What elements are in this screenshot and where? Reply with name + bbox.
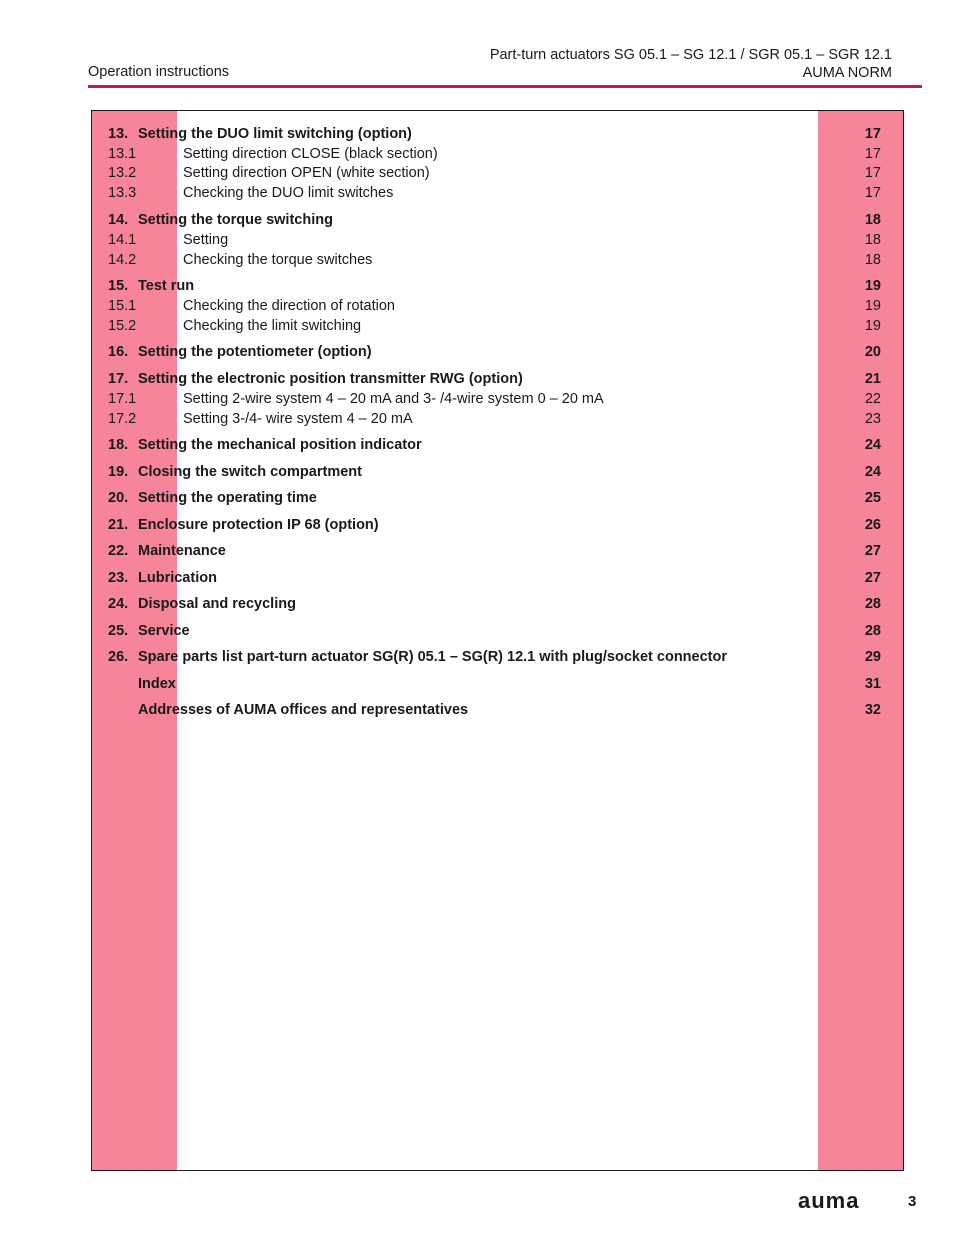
toc-entry-page: 18 — [864, 212, 881, 228]
toc-section-entry[interactable] — [92, 342, 903, 362]
toc-entry-title: Disposal and recycling — [138, 596, 296, 612]
toc-section-entry[interactable] — [92, 621, 903, 641]
toc-entry-title: Setting the operating time — [138, 490, 317, 506]
toc-entry-number: 23. — [108, 570, 129, 586]
page-number: 3 — [908, 1193, 917, 1210]
header-product-series: AUMA NORM — [802, 65, 892, 81]
toc-section-entry[interactable] — [92, 488, 903, 508]
toc-entry-title: Setting the potentiometer (option) — [138, 344, 372, 360]
toc-entry-page: 21 — [864, 371, 881, 387]
toc-entry-title: Index — [138, 676, 176, 692]
toc-entry-page: 17 — [864, 165, 881, 181]
toc-section-entry[interactable] — [92, 700, 903, 720]
toc-entry-title: Setting direction CLOSE (black section) — [183, 146, 438, 162]
toc-entry-page: 28 — [864, 596, 881, 612]
toc-entry-number: 20. — [108, 490, 129, 506]
toc-section-entry[interactable] — [92, 210, 903, 230]
toc-entry-page: 18 — [864, 252, 881, 268]
toc-entry-title: Checking the limit switching — [183, 318, 362, 334]
toc-subsection-entry[interactable] — [92, 183, 903, 203]
toc-entry-page: 28 — [864, 623, 881, 639]
toc-subsection-entry[interactable] — [92, 389, 903, 409]
toc-section-entry[interactable] — [92, 435, 903, 455]
toc-entry-title: Closing the switch compartment — [138, 464, 362, 480]
header-rule — [88, 85, 922, 88]
toc-entry-page: 17 — [864, 126, 881, 142]
toc-entry-title: Setting the mechanical position indicator — [138, 437, 422, 453]
toc-box — [91, 110, 904, 1171]
toc-entry-page: 23 — [864, 411, 881, 427]
toc-entry-title: Setting direction OPEN (white section) — [183, 165, 430, 181]
toc-entry-number: 15.2 — [108, 318, 137, 334]
toc-entry-page: 27 — [864, 543, 881, 559]
toc-entry-number: 15.1 — [108, 298, 137, 314]
toc-section-entry[interactable] — [92, 674, 903, 694]
toc-subsection-entry[interactable] — [92, 316, 903, 336]
toc-entry-number: 25. — [108, 623, 129, 639]
toc-entry-number: 17.2 — [108, 411, 137, 427]
header-product-line: Part-turn actuators SG 05.1 – SG 12.1 / SGR 05.1 – SGR 12.1 — [489, 47, 892, 63]
toc-section-entry[interactable] — [92, 276, 903, 296]
toc-entry-page: 32 — [864, 702, 881, 718]
toc-entry-page: 25 — [864, 490, 881, 506]
toc-entry-title: Test run — [138, 278, 195, 294]
header-right — [490, 46, 892, 82]
toc-entry-title: Addresses of AUMA offices and representatives — [138, 702, 469, 718]
toc-entry-page: 31 — [864, 676, 881, 692]
toc-entry-page: 29 — [864, 649, 881, 665]
toc-entry-title: Setting the electronic position transmitter RWG (option) — [138, 371, 523, 387]
toc-subsection-entry[interactable] — [92, 230, 903, 250]
toc-entry-number: 16. — [108, 344, 129, 360]
toc-section-entry[interactable] — [92, 124, 903, 144]
toc-entry-page: 22 — [864, 391, 881, 407]
toc-entry-page: 19 — [864, 278, 881, 294]
toc-entry-page: 19 — [864, 298, 881, 314]
toc-section-entry[interactable] — [92, 647, 903, 667]
toc-entry-number: 14.1 — [108, 232, 137, 248]
toc-entry-page: 24 — [864, 464, 881, 480]
toc-entry-title: Setting 3-/4- wire system 4 – 20 mA — [183, 411, 413, 427]
toc-entry-number: 13.1 — [108, 146, 137, 162]
toc-entry-page: 20 — [864, 344, 881, 360]
toc-section-entry[interactable] — [92, 462, 903, 482]
toc-entry-title: Lubrication — [138, 570, 217, 586]
toc-entry-page: 27 — [864, 570, 881, 586]
toc-subsection-entry[interactable] — [92, 250, 903, 270]
toc-entry-page: 24 — [864, 437, 881, 453]
toc-entry-number: 13.2 — [108, 165, 137, 181]
toc-entry-title: Checking the direction of rotation — [183, 298, 395, 314]
toc-entry-title: Maintenance — [138, 543, 226, 559]
toc-entry-title: Setting 2-wire system 4 – 20 mA and 3- /4-wire system 0 – 20 mA — [183, 391, 604, 407]
toc-subsection-entry[interactable] — [92, 409, 903, 429]
toc-entry-page: 17 — [864, 185, 881, 201]
auma-logo-text: auma — [798, 1190, 860, 1212]
toc-entry-page: 17 — [864, 146, 881, 162]
toc-section-entry[interactable] — [92, 594, 903, 614]
toc-section-entry[interactable] — [92, 369, 903, 389]
toc-entry-number: 13.3 — [108, 185, 137, 201]
toc-entry-number: 21. — [108, 517, 129, 533]
toc-entry-title: Checking the DUO limit switches — [183, 185, 394, 201]
toc-entry-title: Service — [138, 623, 190, 639]
toc-entry-number: 24. — [108, 596, 129, 612]
toc-entry-title: Spare parts list part-turn actuator SG(R) 05.1 – SG(R) 12.1 with plug/socket connector — [138, 649, 727, 665]
toc-entry-number: 18. — [108, 437, 129, 453]
toc-entry-title: Setting the DUO limit switching (option) — [138, 126, 412, 142]
toc-entry-number: 17. — [108, 371, 129, 387]
toc-section-entry[interactable] — [92, 541, 903, 561]
toc-section-entry[interactable] — [92, 568, 903, 588]
toc-entry-title: Setting — [183, 232, 229, 248]
toc-entry-page: 26 — [864, 517, 881, 533]
toc-entry-page: 18 — [864, 232, 881, 248]
toc-entry-number: 14. — [108, 212, 129, 228]
toc-entry-title: Enclosure protection IP 68 (option) — [138, 517, 379, 533]
auma-logo — [798, 1190, 874, 1212]
toc-entry-number: 14.2 — [108, 252, 137, 268]
toc-entry-number: 19. — [108, 464, 129, 480]
header-left-title: Operation instructions — [88, 64, 230, 80]
toc-subsection-entry[interactable] — [92, 163, 903, 183]
toc-entry-number: 15. — [108, 278, 129, 294]
toc-section-entry[interactable] — [92, 515, 903, 535]
toc-subsection-entry[interactable] — [92, 144, 903, 164]
toc-entry-number: 17.1 — [108, 391, 137, 407]
toc-entry-number: 26. — [108, 649, 129, 665]
toc-subsection-entry[interactable] — [92, 296, 903, 316]
toc-entry-number: 13. — [108, 126, 129, 142]
toc-entry-number: 22. — [108, 543, 129, 559]
toc-entry-page: 19 — [864, 318, 881, 334]
toc-entry-title: Setting the torque switching — [138, 212, 333, 228]
toc-entry-title: Checking the torque switches — [183, 252, 373, 268]
